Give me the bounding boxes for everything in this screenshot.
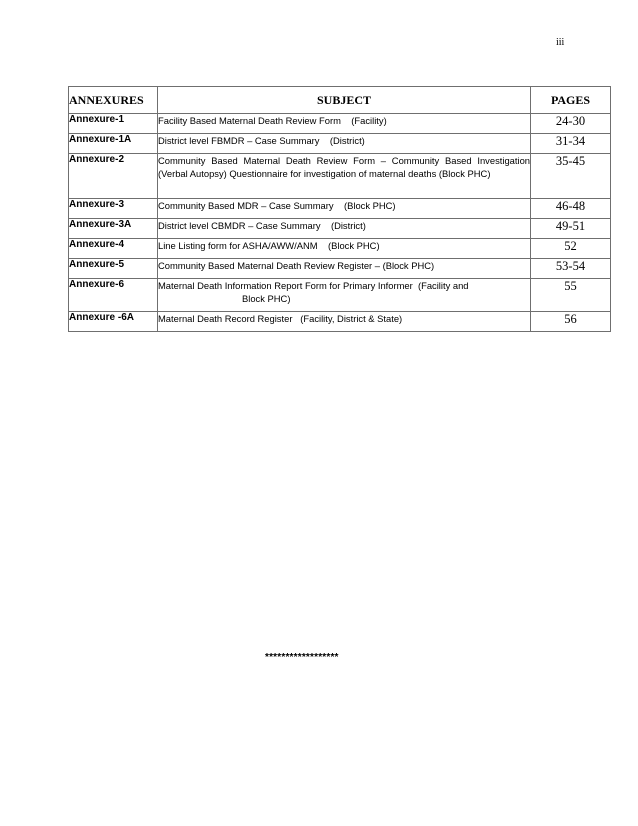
table-row	[69, 219, 611, 239]
annexure-cell: Annexure -6A	[69, 312, 158, 332]
annexure-cell: Annexure-1A	[69, 134, 158, 154]
annexures-table	[68, 86, 611, 332]
annexure-cell: Annexure-4	[69, 239, 158, 259]
subject-cell: Community Based Maternal Death Review Register – (Block PHC)	[158, 259, 531, 279]
page-number: iii	[556, 37, 565, 48]
table-row	[69, 199, 611, 219]
annexure-cell: Annexure-2	[69, 154, 158, 199]
table-row	[69, 154, 611, 199]
pages-cell: 35-45	[531, 154, 611, 199]
subject-cell: Facility Based Maternal Death Review Form (Facility)	[158, 114, 531, 134]
subject-line-1: Maternal Death Information Report Form for Primary Informer (Facility and	[158, 280, 469, 291]
annexure-cell: Annexure-3	[69, 199, 158, 219]
pages-cell: 53-54	[531, 259, 611, 279]
subject-cell: Line Listing form for ASHA/AWW/ANM (Block PHC)	[158, 239, 531, 259]
subject-cell: Community Based MDR – Case Summary (Block PHC)	[158, 199, 531, 219]
subject-cell: District level FBMDR – Case Summary (District)	[158, 134, 531, 154]
pages-cell: 56	[531, 312, 611, 332]
table-row	[69, 239, 611, 259]
header-pages: PAGES	[531, 87, 611, 114]
table-row	[69, 279, 611, 312]
header-annexures: ANNEXURES	[69, 87, 158, 114]
annexure-cell: Annexure-6	[69, 279, 158, 312]
table-row	[69, 312, 611, 332]
pages-cell: 24-30	[531, 114, 611, 134]
subject-cell: Maternal Death Record Register (Facility, District & State)	[158, 312, 531, 332]
subject-line-2: Block PHC)	[242, 293, 291, 304]
table-row	[69, 134, 611, 154]
subject-cell: District level CBMDR – Case Summary (District)	[158, 219, 531, 239]
pages-cell: 31-34	[531, 134, 611, 154]
end-marker: ******************	[265, 652, 339, 663]
pages-cell: 52	[531, 239, 611, 259]
table-row	[69, 259, 611, 279]
pages-cell: 46-48	[531, 199, 611, 219]
table-header-row	[69, 87, 611, 114]
annexure-cell: Annexure-5	[69, 259, 158, 279]
subject-cell	[158, 279, 531, 312]
table-row	[69, 114, 611, 134]
header-subject: SUBJECT	[158, 87, 531, 114]
pages-cell: 49-51	[531, 219, 611, 239]
annexure-cell: Annexure-3A	[69, 219, 158, 239]
subject-cell: Community Based Maternal Death Review Form – Community Based Investigation (Verbal Autopsy) Questionnaire for investigation of maternal deaths (Block PHC)	[158, 154, 531, 199]
annexure-cell: Annexure-1	[69, 114, 158, 134]
pages-cell: 55	[531, 279, 611, 312]
